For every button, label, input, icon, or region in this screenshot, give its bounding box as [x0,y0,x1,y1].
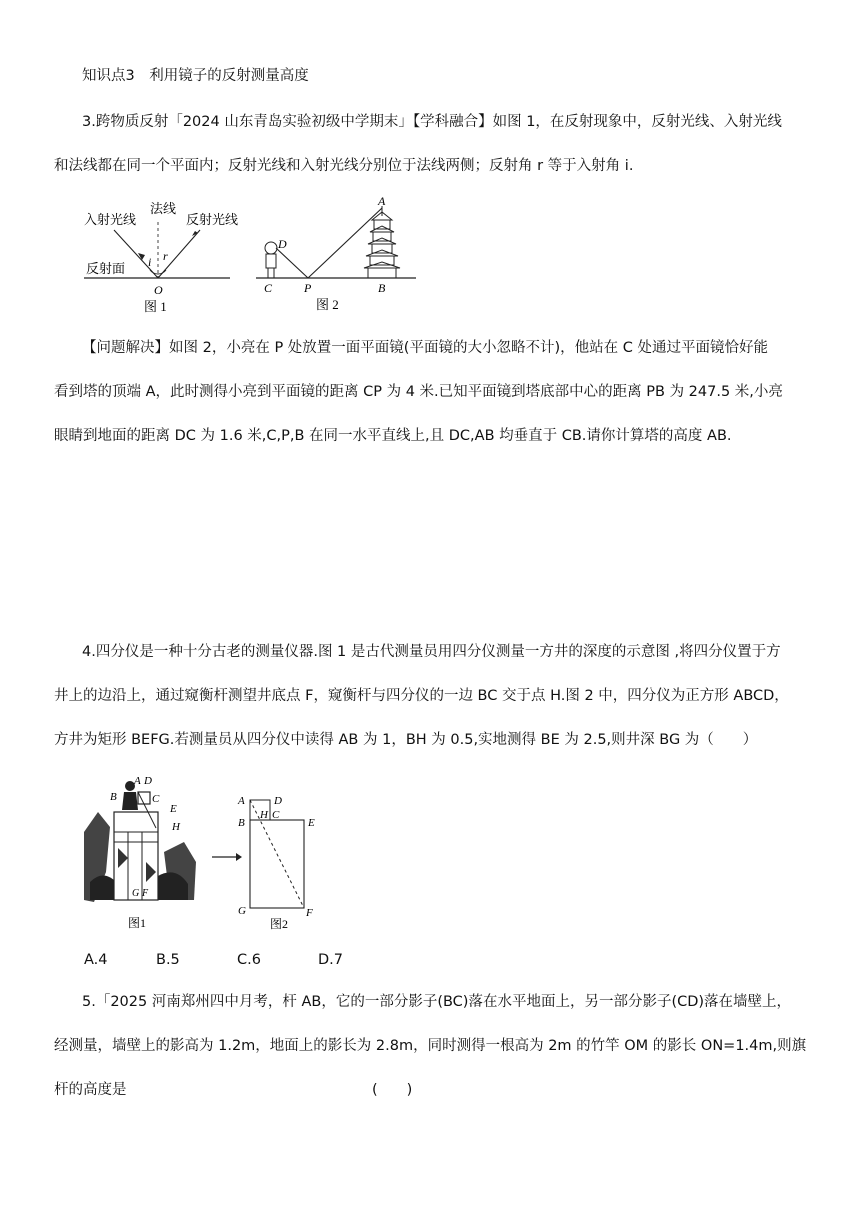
reflecting-surface-label: 反射面 [86,261,126,276]
q4-line-3: 方井为矩形 BEFG.若测量员从四分仪中读得 AB 为 1，BH 为 0.5,实地测得 BE 为 2.5,则井深 BG 为（ ） [54,732,758,748]
fig1-g-label: G [132,888,140,899]
fig2-g-label: G [238,905,246,917]
q5-line-3: 杆的高度是 [54,1082,127,1098]
q4-figure-1-illustration [84,772,200,932]
q3-line-1: 3.跨物质反射「2024 山东青岛实验初级中学期末」【学科融合】如图 1，在反射现象中，反射光线、入射光线 [82,114,782,130]
q3-line-4: 看到塔的顶端 A，此时测得小亮到平面镜的距离 CP 为 4 米.已知平面镜到塔底部中心的距离 PB 为 247.5 米,小亮 [54,384,783,400]
q5-line-2: 经测量，墙壁上的影高为 1.2m，地面上的影长为 2.8m，同时测得一根高为 2m 的竹竿 OM 的影长 ON=1.4m,则旗 [54,1038,807,1054]
figure-1-caption: 图 1 [144,299,167,314]
fig1-e-label: E [170,803,177,815]
option-a: A.4 [84,952,108,968]
reflected-ray-label: 反射光线 [186,212,239,227]
point-d-label: D [278,237,287,251]
point-a-label: A [378,196,386,208]
q3-line-5: 眼睛到地面的距离 DC 为 1.6 米,C,P,B 在同一水平直线上,且 DC,AB 均垂直于 CB.请你计算塔的高度 AB. [54,428,732,444]
fig2-c-label: C [272,809,280,821]
fig2-e-label: E [308,817,315,829]
point-b-label: B [378,281,386,295]
fig1-f-label: F [142,888,149,899]
fig2-f-label: F [306,907,313,919]
q3-figure-1-reflection [84,200,244,316]
option-d: D.7 [318,952,343,968]
angle-i-label: i [148,255,152,269]
q3-line-3: 【问题解决】如图 2，小亮在 P 处放置一面平面镜(平面镜的大小忽略不计)，他站在 C 处通过平面镜恰好能 [82,340,768,356]
q3-figure-2-tower [256,196,424,316]
option-b: B.5 [156,952,180,968]
q4-figure-2-caption: 图2 [270,917,289,931]
q5-answer-paren: ( ) [372,1082,413,1098]
fig1-b-label: B [110,791,117,803]
fig1-d-label: D [144,775,152,787]
q5-line-1: 5.「2025 河南郑州四中月考，杆 AB，它的一部分影子(BC)落在水平地面上，另一部分影子(CD)落在墙壁上， [82,994,792,1010]
point-p-label: P [304,281,312,295]
incident-ray-label: 入射光线 [84,212,137,227]
angle-r-label: r [163,249,168,263]
figure-2-caption: 图 2 [316,297,339,312]
normal-line-label: 法线 [150,201,177,216]
point-o-label: O [154,283,163,297]
fig2-a-label: A [238,795,245,807]
fig2-h-label: H [260,809,268,821]
point-c-label: C [264,281,273,295]
q3-line-2: 和法线都在同一个平面内；反射光线和入射光线分别位于法线两侧；反射角 r 等于入射角 i. [54,158,634,174]
fig2-b-label: B [238,817,245,829]
q4-line-1: 4.四分仪是一种十分古老的测量仪器.图 1 是古代测量员用四分仪测量一方井的深度的示意图 ,将四分仪置于方 [82,644,781,660]
q4-line-2: 井上的边沿上，通过窥衡杆测望井底点 F，窥衡杆与四分仪的一边 BC 交于点 H.图 2 中，四分仪为正方形 ABCD， [54,688,789,704]
fig1-h-label: H [172,821,180,833]
q4-figure-2-geometry [232,790,332,934]
q4-figure-1-caption: 图1 [128,916,147,930]
section-title: 知识点3 利用镜子的反射测量高度 [82,68,309,84]
option-c: C.6 [237,952,261,968]
fig1-c-label: C [152,793,160,805]
fig2-d-label: D [274,795,282,807]
fig1-a-label: A [134,775,141,787]
